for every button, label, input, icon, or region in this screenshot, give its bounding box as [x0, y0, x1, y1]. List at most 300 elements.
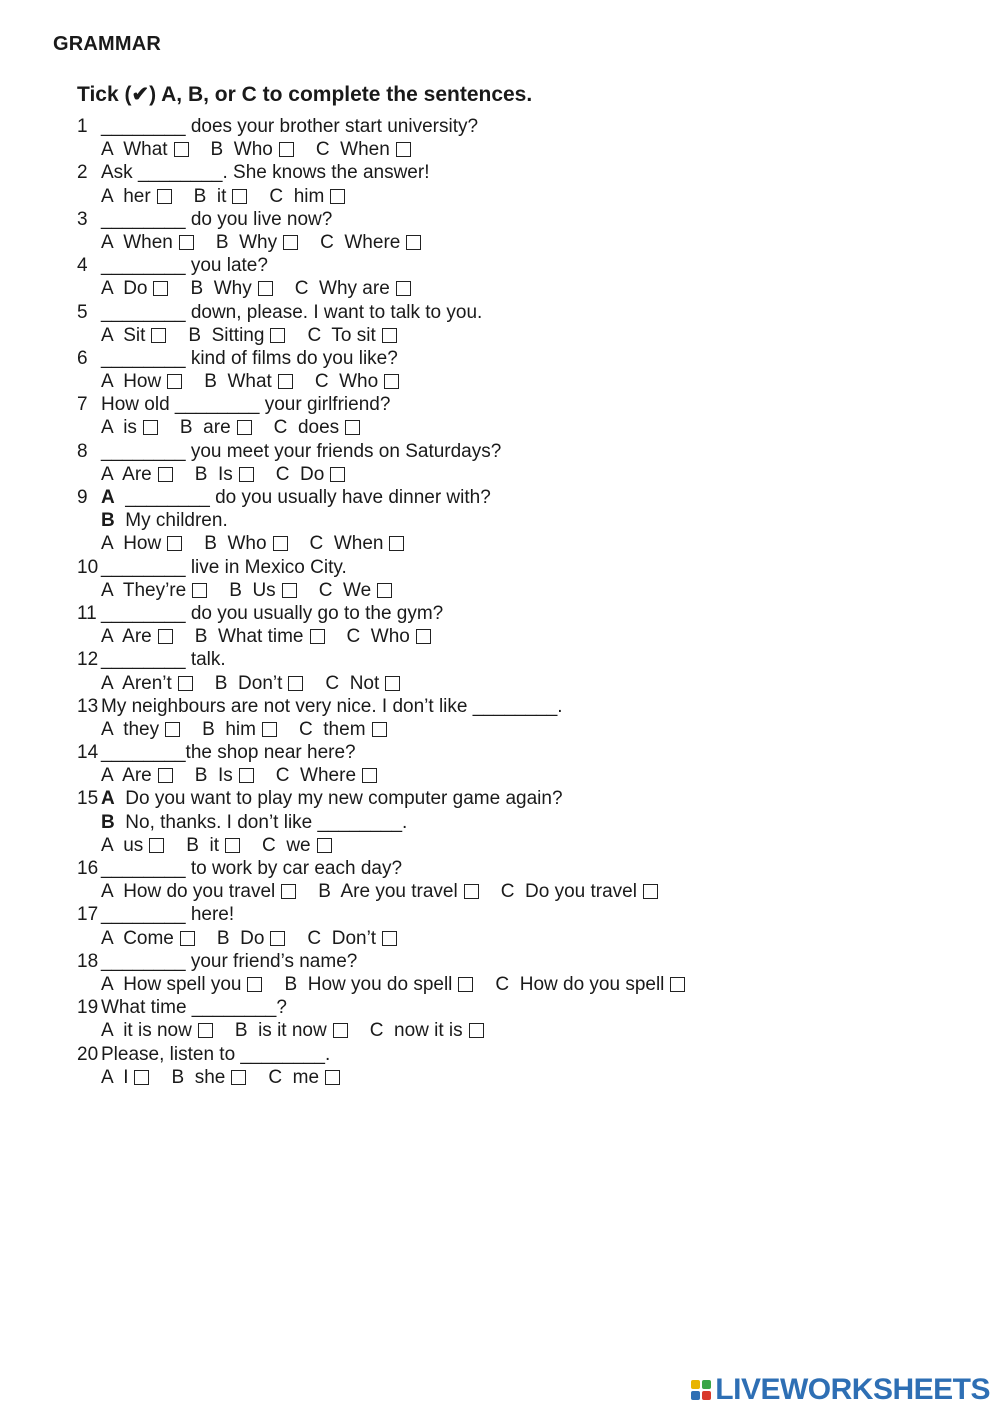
options-group: [101, 880, 680, 903]
option-letter: A: [101, 139, 113, 161]
logo-square: [702, 1391, 711, 1400]
question-number: 9: [77, 487, 88, 508]
option-text: is: [123, 417, 137, 439]
question-number: 2: [77, 162, 88, 184]
option-letter: C: [268, 1066, 283, 1088]
options-row: [77, 579, 977, 602]
question-number: 10: [77, 556, 99, 578]
tick-checkbox[interactable]: [325, 1070, 340, 1085]
options-row: [77, 973, 977, 996]
question-line: [77, 648, 977, 671]
question-text: [101, 161, 429, 184]
option-text: Who: [227, 533, 267, 555]
option-text: Do: [300, 463, 325, 485]
answer-option: [211, 138, 294, 161]
option-letter: A: [101, 231, 113, 253]
option-text: Where: [344, 231, 401, 253]
tick-checkbox[interactable]: [362, 768, 377, 783]
option-text: Is: [217, 765, 233, 787]
option-text: How do you travel: [123, 881, 276, 903]
options-row: [77, 1066, 977, 1089]
answer-option: [229, 579, 296, 602]
options-group: [101, 532, 426, 555]
answer-option: [274, 416, 361, 439]
question-list: [77, 115, 977, 1089]
tick-checkbox[interactable]: [180, 931, 195, 946]
answer-option: [101, 880, 296, 903]
tick-checkbox[interactable]: [372, 722, 387, 737]
tick-checkbox[interactable]: [157, 189, 172, 204]
option-text: it: [216, 185, 227, 207]
sentence-text: How old ________ your girlfriend?: [101, 394, 391, 416]
question-line: [77, 741, 977, 764]
option-text: Sitting: [211, 324, 265, 346]
tick-checkbox[interactable]: [643, 884, 658, 899]
tick-checkbox[interactable]: [382, 931, 397, 946]
option-text: Not: [349, 672, 380, 694]
question-item: [77, 440, 977, 486]
question-text: [101, 648, 226, 671]
tick-checkbox[interactable]: [165, 722, 180, 737]
answer-option: [101, 138, 189, 161]
sentence-text: ________ does your brother start university?: [101, 116, 479, 137]
sentence-text: What time ________?: [101, 997, 287, 1019]
tick-checkbox[interactable]: [158, 467, 173, 482]
option-letter: A: [101, 417, 113, 439]
question-text: [101, 509, 228, 532]
question-line: [77, 393, 977, 416]
question-item: [77, 741, 977, 787]
options-group: [101, 834, 354, 857]
option-letter: B: [210, 139, 224, 161]
tick-checkbox[interactable]: [232, 189, 247, 204]
tick-checkbox[interactable]: [278, 374, 293, 389]
option-text: Why: [239, 231, 278, 253]
answer-option: [101, 579, 207, 602]
answer-option: [319, 579, 392, 602]
sentence-text: ________ talk.: [101, 649, 226, 671]
option-text: us: [123, 834, 144, 856]
options-row: [77, 718, 977, 741]
option-letter: B: [171, 1066, 185, 1088]
options-group: [101, 416, 382, 439]
tick-checkbox[interactable]: [670, 977, 685, 992]
option-letter: C: [298, 718, 313, 740]
sentence-text: ________ here!: [101, 904, 235, 926]
tick-checkbox[interactable]: [310, 629, 325, 644]
tick-checkbox[interactable]: [239, 768, 254, 783]
question-text: [101, 301, 482, 324]
answer-option: [268, 1066, 340, 1089]
answer-option: [101, 416, 158, 439]
answer-option: [202, 718, 277, 741]
question-line: [77, 556, 977, 579]
answer-option: [216, 231, 298, 254]
option-text: How: [123, 371, 162, 393]
option-letter: B: [194, 765, 208, 787]
tick-checkbox[interactable]: [247, 977, 262, 992]
sentence-text: ________ live in Mexico City.: [101, 556, 347, 578]
tick-checkbox[interactable]: [396, 142, 411, 157]
tick-checkbox[interactable]: [377, 583, 392, 598]
tick-checkbox[interactable]: [167, 536, 182, 551]
option-letter: B: [179, 417, 193, 439]
option-text: Aren’t: [122, 672, 172, 694]
question-line: [77, 115, 977, 138]
question-line: [77, 486, 977, 509]
question-item: [77, 347, 977, 393]
question-line: [77, 602, 977, 625]
option-letter: C: [346, 626, 361, 648]
question-number: 18: [77, 950, 99, 972]
question-item: [77, 301, 977, 347]
option-letter: B: [234, 1020, 248, 1042]
option-letter: A: [101, 278, 113, 300]
question-number: 12: [77, 649, 99, 671]
option-letter: B: [284, 973, 298, 995]
tick-checkbox[interactable]: [416, 629, 431, 644]
question-number: 17: [77, 904, 99, 926]
question-line: [77, 695, 977, 718]
tick-checkbox[interactable]: [385, 676, 400, 691]
question-number: 13: [77, 695, 99, 717]
answer-option: [320, 231, 421, 254]
speaker-label: B: [101, 510, 115, 532]
tick-checkbox[interactable]: [179, 235, 194, 250]
question-text: [101, 811, 407, 834]
tick-checkbox[interactable]: [458, 977, 473, 992]
options-row: [77, 880, 977, 903]
question-text: [101, 208, 332, 231]
logo-square: [702, 1380, 711, 1389]
answer-option: [180, 416, 252, 439]
option-letter: A: [101, 765, 113, 787]
question-number: 6: [77, 347, 88, 369]
option-letter: C: [307, 324, 322, 346]
tick-checkbox[interactable]: [469, 1023, 484, 1038]
question-item: [77, 556, 977, 602]
question-item: [77, 115, 977, 161]
option-text: Who: [233, 139, 273, 161]
tick-checkbox[interactable]: [262, 722, 277, 737]
answer-option: [276, 764, 377, 787]
answer-option: [276, 463, 346, 486]
option-text: they: [123, 718, 160, 740]
answer-option: [101, 532, 182, 555]
question-text: [101, 486, 491, 509]
options-group: [101, 672, 422, 695]
option-text: does: [297, 417, 340, 439]
option-text: Sit: [123, 324, 146, 346]
answer-option: [101, 370, 182, 393]
logo-square: [691, 1380, 700, 1389]
tick-checkbox[interactable]: [143, 420, 158, 435]
tick-checkbox[interactable]: [281, 884, 296, 899]
tick-checkbox[interactable]: [282, 583, 297, 598]
sentence-text: ________ do you usually have dinner with?: [125, 487, 491, 508]
answer-option: [171, 1066, 246, 1089]
answer-option: [318, 880, 478, 903]
question-item: [77, 903, 977, 949]
tick-checkbox[interactable]: [288, 676, 303, 691]
sentence-text: Please, listen to ________.: [101, 1043, 331, 1065]
option-letter: A: [101, 672, 113, 694]
options-group: [101, 185, 367, 208]
answer-option: [190, 277, 272, 300]
options-group: [101, 718, 409, 741]
question-text: [101, 996, 287, 1019]
tick-checkbox[interactable]: [464, 884, 479, 899]
sentence-text: No, thanks. I don’t like ________.: [125, 811, 408, 833]
answer-option: [299, 718, 387, 741]
answer-option: [101, 718, 180, 741]
instruction-text: Tick (✔) A, B, or C to complete the sentences.: [77, 83, 533, 106]
option-text: When: [340, 139, 390, 161]
tick-checkbox[interactable]: [279, 142, 294, 157]
question-text: [101, 787, 563, 810]
question-item: [77, 602, 977, 648]
answer-option: [188, 324, 285, 347]
question-line: [77, 254, 977, 277]
answer-option: [269, 185, 345, 208]
question-line: [77, 347, 977, 370]
option-letter: B: [193, 185, 207, 207]
answer-option: [101, 834, 164, 857]
question-line: [77, 811, 977, 834]
question-number: 8: [77, 440, 88, 462]
option-letter: C: [269, 185, 284, 207]
question-line: [77, 301, 977, 324]
section-heading: GRAMMAR: [53, 33, 162, 55]
option-letter: B: [194, 463, 208, 485]
tick-checkbox[interactable]: [406, 235, 421, 250]
question-number: 1: [77, 116, 88, 137]
option-text: Do you travel: [525, 881, 637, 903]
tick-checkbox[interactable]: [237, 420, 252, 435]
sentence-text: Do you want to play my new computer game again?: [125, 788, 563, 810]
option-letter: B: [215, 231, 229, 253]
question-item: [77, 393, 977, 439]
tick-checkbox[interactable]: [317, 838, 332, 853]
tick-checkbox[interactable]: [270, 931, 285, 946]
option-text: Why: [213, 278, 252, 300]
options-row: [77, 764, 977, 787]
tick-checkbox[interactable]: [167, 374, 182, 389]
option-text: Do: [123, 278, 148, 300]
option-letter: C: [320, 231, 334, 253]
tick-checkbox[interactable]: [273, 536, 288, 551]
option-letter: B: [229, 579, 242, 601]
option-text: them: [323, 718, 366, 740]
option-letter: A: [101, 324, 113, 346]
option-text: she: [194, 1066, 226, 1088]
option-text: We: [342, 579, 372, 601]
tick-checkbox[interactable]: [258, 281, 273, 296]
tick-checkbox[interactable]: [330, 189, 345, 204]
question-item: [77, 208, 977, 254]
options-row: [77, 231, 977, 254]
question-item: [77, 950, 977, 996]
tick-checkbox[interactable]: [158, 629, 173, 644]
option-text: Are: [122, 463, 152, 485]
tick-checkbox[interactable]: [192, 583, 207, 598]
answer-option: [495, 973, 685, 996]
option-text: Where: [300, 765, 357, 787]
option-text: Why are: [319, 278, 390, 300]
option-letter: A: [101, 718, 113, 740]
option-letter: B: [204, 371, 217, 393]
option-letter: A: [101, 1066, 113, 1088]
options-group: [101, 138, 433, 161]
answer-option: [347, 625, 431, 648]
options-group: [101, 927, 419, 950]
option-text: How spell you: [123, 973, 242, 995]
question-text: [101, 254, 268, 277]
options-group: [101, 231, 443, 254]
option-letter: B: [204, 533, 217, 555]
answer-option: [316, 138, 411, 161]
option-text: What time: [217, 626, 304, 648]
option-letter: C: [325, 672, 340, 694]
question-item: [77, 161, 977, 207]
option-letter: C: [314, 371, 329, 393]
sentence-text: ________the shop near here?: [101, 742, 356, 764]
question-item: [77, 1043, 977, 1089]
question-number: 20: [77, 1043, 99, 1065]
answer-option: [235, 1019, 348, 1042]
option-text: Is: [217, 463, 233, 485]
option-text: Come: [123, 927, 174, 949]
tick-checkbox[interactable]: [283, 235, 298, 250]
options-row: [77, 672, 977, 695]
option-text: him: [225, 718, 256, 740]
tick-checkbox[interactable]: [158, 768, 173, 783]
option-letter: C: [262, 834, 276, 856]
option-letter: C: [309, 533, 324, 555]
option-text: Are you travel: [340, 881, 458, 903]
tick-checkbox[interactable]: [134, 1070, 149, 1085]
question-line: [77, 1043, 977, 1066]
option-letter: A: [101, 834, 113, 856]
option-text: her: [123, 185, 151, 207]
question-item: [77, 648, 977, 694]
question-line: [77, 857, 977, 880]
option-text: are: [203, 417, 231, 439]
liveworksheets-logo: [691, 1373, 990, 1407]
options-row: [77, 463, 977, 486]
tick-checkbox[interactable]: [389, 536, 404, 551]
option-text: is it now: [258, 1020, 327, 1042]
tick-checkbox[interactable]: [153, 281, 168, 296]
answer-option: [307, 927, 397, 950]
option-text: When: [123, 231, 173, 253]
options-group: [101, 764, 399, 787]
answer-option: [195, 625, 325, 648]
question-line: [77, 787, 977, 810]
question-text: [101, 1043, 330, 1066]
question-item: [77, 996, 977, 1042]
tick-checkbox[interactable]: [225, 838, 240, 853]
tick-checkbox[interactable]: [382, 328, 397, 343]
logo-square: [691, 1391, 700, 1400]
options-row: [77, 138, 977, 161]
tick-checkbox[interactable]: [178, 676, 193, 691]
option-letter: C: [275, 765, 290, 787]
answer-option: [204, 532, 287, 555]
answer-option: [310, 532, 405, 555]
sentence-text: ________ you late?: [101, 255, 268, 277]
tick-checkbox[interactable]: [151, 328, 166, 343]
tick-checkbox[interactable]: [231, 1070, 246, 1085]
options-group: [101, 973, 707, 996]
options-group: [101, 579, 414, 602]
answer-option: [284, 973, 473, 996]
question-text: [101, 695, 563, 718]
option-text: it: [209, 834, 220, 856]
option-letter: B: [194, 626, 208, 648]
tick-checkbox[interactable]: [384, 374, 399, 389]
option-letter: A: [101, 463, 113, 485]
option-text: Who: [339, 371, 379, 393]
option-text: him: [293, 185, 325, 207]
speaker-label: A: [101, 788, 115, 810]
question-text: [101, 393, 390, 416]
answer-option: [101, 231, 194, 254]
question-number: 19: [77, 997, 99, 1019]
logo-text: LIVEWORKSHEETS: [715, 1373, 990, 1406]
question-text: [101, 602, 443, 625]
option-text: Do: [240, 927, 265, 949]
question-text: [101, 950, 357, 973]
question-line: [77, 208, 977, 231]
options-group: [101, 1066, 362, 1089]
answer-option: [101, 185, 172, 208]
option-text: How do you spell: [519, 973, 665, 995]
tick-checkbox[interactable]: [149, 838, 164, 853]
tick-checkbox[interactable]: [198, 1023, 213, 1038]
option-letter: C: [275, 463, 290, 485]
sentence-text: Ask ________. She knows the answer!: [101, 162, 430, 184]
option-letter: B: [190, 278, 204, 300]
options-row: [77, 625, 977, 648]
option-text: To sit: [331, 324, 376, 346]
options-group: [101, 625, 453, 648]
options-group: [101, 463, 367, 486]
tick-checkbox[interactable]: [330, 467, 345, 482]
option-text: I: [123, 1066, 129, 1088]
tick-checkbox[interactable]: [396, 281, 411, 296]
option-letter: A: [101, 927, 113, 949]
tick-checkbox[interactable]: [239, 467, 254, 482]
question-line: [77, 509, 977, 532]
answer-option: [101, 625, 173, 648]
question-number: 3: [77, 208, 88, 230]
options-group: [101, 277, 433, 300]
option-letter: A: [101, 371, 113, 393]
tick-checkbox[interactable]: [174, 142, 189, 157]
question-item: [77, 486, 977, 556]
tick-checkbox[interactable]: [333, 1023, 348, 1038]
options-group: [101, 1019, 506, 1042]
question-text: [101, 115, 478, 138]
option-letter: C: [294, 278, 309, 300]
tick-checkbox[interactable]: [270, 328, 285, 343]
question-line: [77, 161, 977, 184]
question-number: 7: [77, 394, 88, 416]
answer-option: [194, 185, 248, 208]
option-text: When: [333, 533, 384, 555]
tick-checkbox[interactable]: [345, 420, 360, 435]
